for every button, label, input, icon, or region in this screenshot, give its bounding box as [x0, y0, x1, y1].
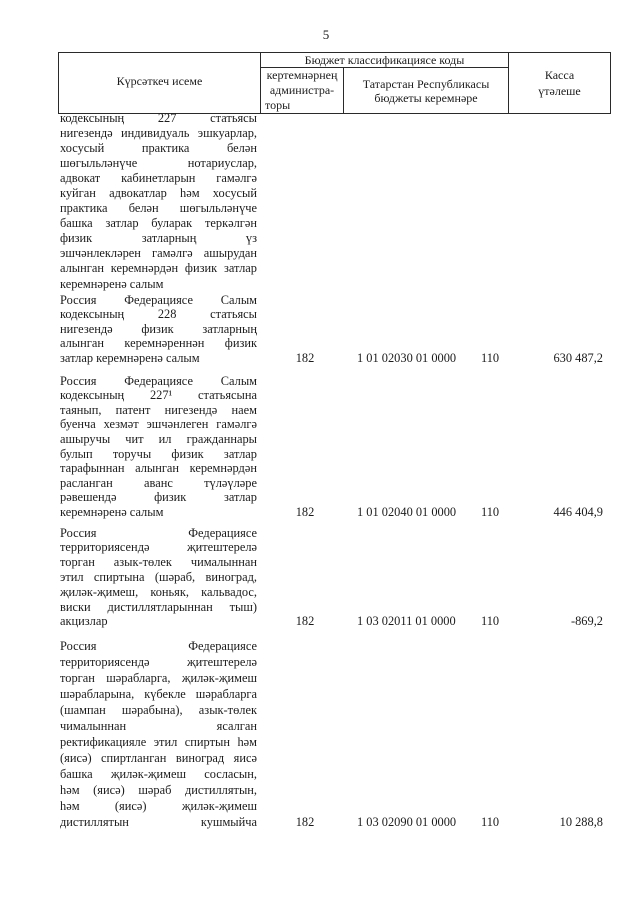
page-number: 5	[322, 27, 330, 42]
header-execution-line: үтәлеше	[538, 84, 581, 98]
revenue-subcode: 110	[481, 505, 500, 520]
header-revenue-line: Татарстан Республикасы	[362, 76, 490, 91]
indicator-text-line: территориясендә җитештерелә	[60, 655, 257, 669]
revenue-code: 1 03 02011 01 0000	[357, 614, 456, 629]
indicator-text-line: хосусый практика белән	[60, 140, 257, 155]
indicator-text-line: тарафыннан алынган керемнәрдән	[60, 461, 257, 476]
header-admin-line: торы	[265, 98, 291, 112]
indicator-name-cell	[60, 374, 257, 520]
header-indicator-name-text: Күрсәткеч исеме	[116, 73, 203, 88]
cash-execution-amount: 10 288,8	[559, 815, 603, 829]
indicator-text-line: кодексының 228 статьясы	[60, 307, 257, 322]
header-republic-budget-revenue	[343, 67, 509, 114]
indicator-text-line: башка җиләк-җимеш сосласын,	[60, 767, 257, 781]
indicator-text-line: алынган керемнәреннән физик	[60, 336, 257, 351]
indicator-text-line: ашыручы чит ил гражданнары	[60, 432, 257, 447]
header-budget-code-group	[260, 52, 509, 68]
indicator-text-line: шөгыльләнүче нотариуслар,	[60, 155, 257, 170]
administrator-code: 182	[295, 351, 315, 366]
indicator-name-cell	[60, 111, 257, 292]
revenue-subcode: 110	[481, 614, 500, 629]
row-values	[0, 351, 640, 366]
indicator-text-line: эшчәнлекләрен гамәлгә ашырудан	[60, 246, 257, 261]
indicator-text-line: булып торучы физик затлар	[60, 446, 257, 461]
indicator-text-line: алынган керемнәрдән физик затлар	[60, 261, 257, 276]
cash-execution-amount: -869,2	[570, 614, 603, 629]
indicator-text-line: торган азык-төлек чималыннан	[60, 555, 257, 570]
indicator-text-line: һәм (яисә) шәраб дистиллятын,	[60, 783, 257, 797]
indicator-text-line: җиләк-җимеш, коньяк, кальвадос,	[60, 584, 257, 599]
header-budget-code-group-text: Бюджет классификациясе коды	[304, 53, 465, 67]
indicator-text-line: торган шәрабларга, җиләк-җимеш	[60, 671, 257, 685]
indicator-text-line: керемнәренә салым	[60, 276, 164, 291]
indicator-text-line: Россия Федерациясе	[60, 525, 257, 540]
row-values	[0, 614, 640, 629]
indicator-name-cell	[60, 638, 257, 830]
indicator-text-line: (шампан шәрабына), азык-төлек	[60, 703, 257, 717]
indicator-text-line: нигезендә индивидуаль эшкуарлар,	[60, 125, 257, 140]
indicator-text-line: акцизлар	[60, 614, 108, 629]
indicator-text-line: (яисә) спиртланган виноград яисә	[60, 751, 257, 765]
administrator-code: 182	[295, 505, 315, 520]
indicator-text-line: кодексының 227¹ статьясына	[60, 388, 257, 403]
indicator-text-line: Россия Федерациясе Салым	[60, 292, 257, 307]
row-values	[0, 505, 640, 520]
indicator-text-line: шәрабларына, күбекле шәрабларга	[60, 687, 257, 701]
administrator-code: 182	[295, 815, 315, 829]
indicator-text-line: затлар керемнәренә салым	[60, 351, 200, 366]
indicator-text-line: расланган аванс түләүләре	[60, 475, 257, 490]
cash-execution-amount: 630 487,2	[553, 351, 603, 366]
revenue-code: 1 01 02030 01 0000	[357, 351, 457, 366]
indicator-text-line: таянып, патент нигезендә наем	[60, 402, 257, 417]
header-cash-execution	[508, 52, 611, 114]
indicator-text-line: Россия Федерациясе Салым	[60, 373, 257, 388]
indicator-text-line: керемнәренә салым	[60, 505, 164, 520]
indicator-text-line: Россия Федерациясе	[60, 639, 257, 653]
revenue-subcode: 110	[481, 351, 500, 366]
indicator-text-line: виски дистиллятларыннан тыш)	[60, 599, 257, 614]
cash-execution-amount: 446 404,9	[553, 505, 603, 520]
indicator-text-line: этил спиртына (шәраб, виноград,	[60, 569, 257, 584]
indicator-text-line: һәм (яисә) җиләк-җимеш	[60, 799, 257, 813]
indicator-text-line: территориясендә җитештерелә	[60, 540, 257, 555]
indicator-text-line: ректификацияле этил спиртын һәм	[60, 735, 257, 749]
indicator-text-line: дистиллятын кушмыйча	[60, 815, 257, 829]
indicator-text-line: чималыннан ясалган	[60, 719, 257, 733]
header-admin-line: кертемнәрнең	[266, 68, 338, 82]
revenue-code: 1 03 02090 01 0000	[357, 815, 457, 829]
revenue-code: 1 01 02040 01 0000	[357, 505, 457, 520]
indicator-text-line: куйган адвокатлар һәм хосусый	[60, 185, 257, 200]
indicator-text-line: адвокат кабинетларын гамәлгә	[60, 170, 257, 185]
header-indicator-name	[58, 52, 261, 114]
header-execution-line: Касса	[544, 68, 575, 82]
indicator-text-line: физик затларның үз	[60, 231, 257, 246]
administrator-code: 182	[295, 614, 315, 629]
header-admin-line: администра-	[269, 83, 335, 97]
header-revenue-line: бюджеты керемнәре	[374, 90, 478, 105]
indicator-text-line: практика белән шөгыльләнүче	[60, 201, 257, 216]
row-values	[0, 814, 640, 830]
indicator-text-line: рәвешендә физик затлар	[60, 490, 257, 505]
header-revenue-administrator	[260, 67, 344, 114]
indicator-text-line: нигезендә физик затларның	[60, 321, 257, 336]
revenue-subcode: 110	[481, 815, 500, 829]
indicator-text-line: башка затлар буларак теркәлгән	[60, 216, 257, 231]
indicator-text-line: кодексының 227 статьясы	[60, 110, 257, 125]
indicator-text-line: буенча хезмәт эшчәнлеген гамәлгә	[60, 417, 257, 432]
